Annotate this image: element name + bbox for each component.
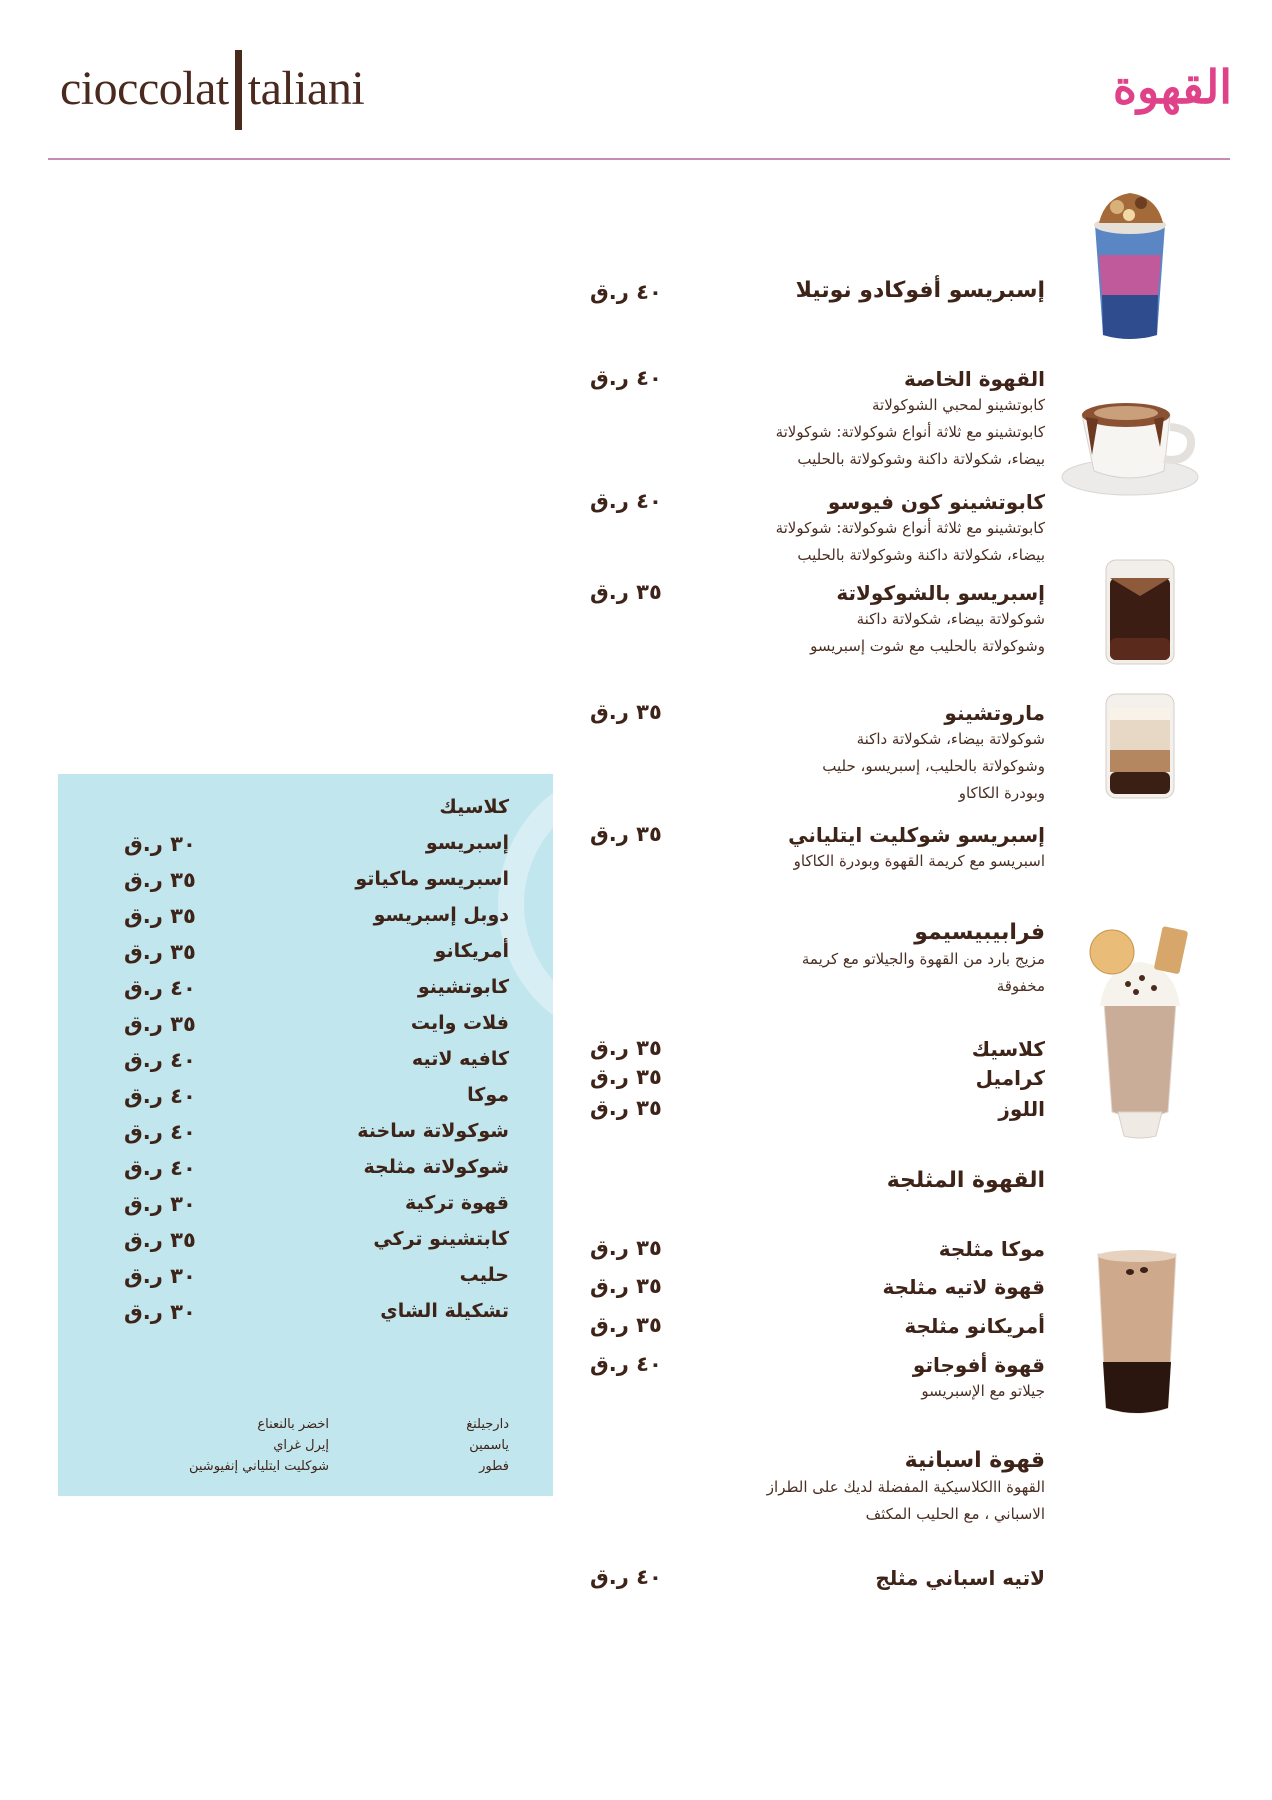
avocado-nutella-cup-image bbox=[1085, 185, 1175, 345]
classic-row bbox=[124, 1300, 509, 1330]
item-price: ٤٠ ر.ق bbox=[590, 489, 662, 513]
item-desc: كابوتشينو مع ثلاثة أنواع شوكولاتة: شوكولاتة bbox=[775, 423, 1045, 441]
item-price: ٣٥ ر.ق bbox=[590, 580, 662, 604]
tea-list-left bbox=[189, 1414, 329, 1477]
classic-row bbox=[124, 940, 509, 970]
item-price: ٤٠ ر.ق bbox=[590, 1565, 662, 1589]
item-desc: بيضاء، شكولاتة داكنة وشوكولاتة بالحليب bbox=[797, 450, 1045, 468]
classic-item-price: ٤٠ ر.ق bbox=[124, 1120, 196, 1144]
item-name: لاتيه اسباني مثلج bbox=[875, 1566, 1045, 1590]
classic-title: كلاسيك bbox=[439, 796, 509, 818]
menu-item bbox=[590, 1565, 1045, 1591]
menu-item bbox=[590, 1065, 1045, 1091]
classic-item-price: ٣٠ ر.ق bbox=[124, 1264, 196, 1288]
item-name: قهوة أفوجاتو bbox=[912, 1353, 1045, 1377]
classic-item-name: حليب bbox=[459, 1264, 509, 1286]
item-desc: جيلاتو مع الإسبريسو bbox=[921, 1382, 1045, 1400]
classic-row bbox=[124, 1192, 509, 1222]
header-divider bbox=[48, 158, 1230, 160]
option-name: اللوز bbox=[998, 1097, 1045, 1121]
option-name: كراميل bbox=[975, 1066, 1045, 1090]
brand-logo bbox=[60, 48, 364, 128]
classic-row bbox=[124, 1120, 509, 1150]
item-price: ٣٥ ر.ق bbox=[590, 1236, 662, 1260]
item-name: موكا مثلجة bbox=[938, 1237, 1045, 1261]
classic-item-price: ٣٥ ر.ق bbox=[124, 1228, 196, 1252]
special-coffee-cup-image bbox=[1058, 385, 1208, 505]
menu-item bbox=[590, 366, 1045, 473]
classic-item-name: كافيه لاتيه bbox=[411, 1048, 509, 1070]
item-desc: كابوتشينو مع ثلاثة أنواع شوكولاتة: شوكولاتة bbox=[775, 519, 1045, 537]
tea-name: شوكليت ايتلياني إنفيوشين bbox=[188, 1459, 329, 1474]
item-name: أمريكانو مثلجة bbox=[904, 1314, 1045, 1338]
classic-row bbox=[124, 1228, 509, 1258]
classic-row bbox=[124, 1084, 509, 1114]
classic-item-name: اسبريسو ماكياتو bbox=[355, 868, 509, 890]
menu-item bbox=[590, 278, 1045, 304]
classic-item-name: كابوتشينو bbox=[417, 976, 509, 998]
classic-item-name: شوكولاتة مثلجة bbox=[363, 1156, 509, 1178]
item-desc: وشوكولاتة بالحليب، إسبريسو، حليب bbox=[822, 757, 1045, 775]
classic-item-price: ٤٠ ر.ق bbox=[124, 1048, 196, 1072]
frappuccino-glass-image bbox=[1080, 922, 1200, 1142]
menu-item bbox=[590, 700, 1045, 807]
item-desc: اسبريسو مع كريمة القهوة وبودرة الكاكاو bbox=[793, 852, 1045, 870]
classic-row bbox=[124, 832, 509, 862]
iced-section-title: القهوة المثلجة bbox=[886, 1168, 1045, 1193]
option-name: كلاسيك bbox=[971, 1037, 1045, 1061]
classic-row bbox=[124, 868, 509, 898]
spanish-section bbox=[590, 1448, 1045, 1528]
item-name: القهوة الخاصة bbox=[903, 367, 1045, 391]
classic-item-name: إسبريسو bbox=[425, 832, 509, 854]
classic-row bbox=[124, 1012, 509, 1042]
iced-coffee-glass-image bbox=[1082, 1242, 1192, 1422]
item-desc: وشوكولاتة بالحليب مع شوت إسبريسو bbox=[810, 637, 1045, 655]
item-desc: كابوتشينو لمحبي الشوكولاتة bbox=[871, 396, 1045, 414]
frappuccino-section bbox=[590, 920, 1045, 1000]
menu-item bbox=[590, 1236, 1045, 1262]
item-price: ٣٥ ر.ق bbox=[590, 700, 662, 724]
item-price: ٣٥ ر.ق bbox=[590, 1313, 662, 1337]
item-name: ماروتشينو bbox=[944, 701, 1045, 725]
classic-row bbox=[124, 904, 509, 934]
classic-item-price: ٤٠ ر.ق bbox=[124, 1156, 196, 1180]
classic-item-name: كابتشينو تركي bbox=[373, 1228, 509, 1250]
option-price: ٣٥ ر.ق bbox=[590, 1065, 662, 1089]
brand-left: cioccolat bbox=[60, 61, 229, 115]
marocchino-glass-image bbox=[1100, 690, 1180, 802]
item-price: ٤٠ ر.ق bbox=[590, 1352, 662, 1376]
tea-name: ياسمين bbox=[469, 1438, 509, 1453]
option-price: ٣٥ ر.ق bbox=[590, 1036, 662, 1060]
item-price: ٣٥ ر.ق bbox=[590, 822, 662, 846]
item-name: قهوة لاتيه مثلجة bbox=[882, 1275, 1045, 1299]
classic-item-price: ٤٠ ر.ق bbox=[124, 1084, 196, 1108]
section-title: فرابيبيسيمو bbox=[914, 920, 1045, 945]
item-price: ٤٠ ر.ق bbox=[590, 366, 662, 390]
item-name: إسبريسو شوكليت ايتلياني bbox=[788, 823, 1045, 847]
menu-item bbox=[590, 489, 1045, 569]
tea-name: دارجيلنغ bbox=[466, 1417, 509, 1432]
menu-item bbox=[590, 1352, 1045, 1405]
classic-row bbox=[124, 976, 509, 1006]
classic-item-price: ٣٥ ر.ق bbox=[124, 904, 196, 928]
item-desc: وبودرة الكاكاو bbox=[958, 784, 1045, 802]
item-desc: بيضاء، شكولاتة داكنة وشوكولاتة بالحليب bbox=[797, 546, 1045, 564]
tea-name: إيرل غراي bbox=[273, 1438, 329, 1453]
tea-name: اخضر بالنعناع bbox=[257, 1417, 329, 1432]
option-price: ٣٥ ر.ق bbox=[590, 1096, 662, 1120]
tea-name: فطور bbox=[479, 1459, 509, 1474]
brand-bar bbox=[235, 50, 242, 130]
section-desc: مزيج بارد من القهوة والجيلاتو مع كريمة bbox=[801, 950, 1045, 968]
item-price: ٤٠ ر.ق bbox=[590, 280, 662, 304]
menu-item bbox=[590, 1274, 1045, 1300]
chocolate-espresso-glass-image bbox=[1100, 556, 1180, 668]
item-price: ٣٥ ر.ق bbox=[590, 1274, 662, 1298]
menu-item bbox=[590, 1036, 1045, 1062]
item-desc: شوكولاتة بيضاء، شكولاتة داكنة bbox=[856, 730, 1045, 748]
section-desc: مخفوقة bbox=[996, 977, 1045, 995]
brand-right: taliani bbox=[247, 61, 365, 115]
item-name: كابوتشينو كون فيوسو bbox=[827, 490, 1045, 514]
classic-item-name: أمريكانو bbox=[434, 940, 509, 962]
classic-row bbox=[124, 1156, 509, 1186]
menu-item bbox=[590, 822, 1045, 875]
classic-item-price: ٣٥ ر.ق bbox=[124, 1012, 196, 1036]
classic-item-price: ٣٥ ر.ق bbox=[124, 868, 196, 892]
page-title: القهوة bbox=[1112, 60, 1232, 114]
classic-item-name: فلات وايت bbox=[410, 1012, 509, 1034]
item-name: إسبريسو أفوكادو نوتيلا bbox=[795, 278, 1045, 303]
classic-item-name: قهوة تركية bbox=[404, 1192, 509, 1214]
classic-row bbox=[124, 1048, 509, 1078]
section-title: قهوة اسبانية bbox=[904, 1448, 1045, 1473]
classic-item-price: ٣٠ ر.ق bbox=[124, 1300, 196, 1324]
classic-menu-box bbox=[58, 774, 553, 1496]
classic-item-name: موكا bbox=[467, 1084, 509, 1106]
tea-list-right bbox=[466, 1414, 509, 1477]
classic-item-name: دوبل إسبريسو bbox=[373, 904, 509, 926]
classic-item-price: ٤٠ ر.ق bbox=[124, 976, 196, 1000]
menu-item bbox=[590, 1096, 1045, 1122]
item-desc: شوكولاتة بيضاء، شكولاتة داكنة bbox=[856, 610, 1045, 628]
classic-row bbox=[124, 1264, 509, 1294]
classic-item-name: تشكيلة الشاي bbox=[380, 1300, 509, 1322]
classic-item-name: شوكولاتة ساخنة bbox=[357, 1120, 509, 1142]
classic-item-price: ٣٠ ر.ق bbox=[124, 832, 196, 856]
item-name: إسبريسو بالشوكولاتة bbox=[836, 581, 1045, 605]
classic-item-price: ٣٠ ر.ق bbox=[124, 1192, 196, 1216]
section-desc: القهوة االكلاسيكية المفضلة لديك على الطراز bbox=[766, 1478, 1045, 1496]
menu-item bbox=[590, 1313, 1045, 1339]
section-desc: الاسباني ، مع الحليب المكثف bbox=[865, 1505, 1045, 1523]
menu-item bbox=[590, 580, 1045, 660]
classic-item-price: ٣٥ ر.ق bbox=[124, 940, 196, 964]
